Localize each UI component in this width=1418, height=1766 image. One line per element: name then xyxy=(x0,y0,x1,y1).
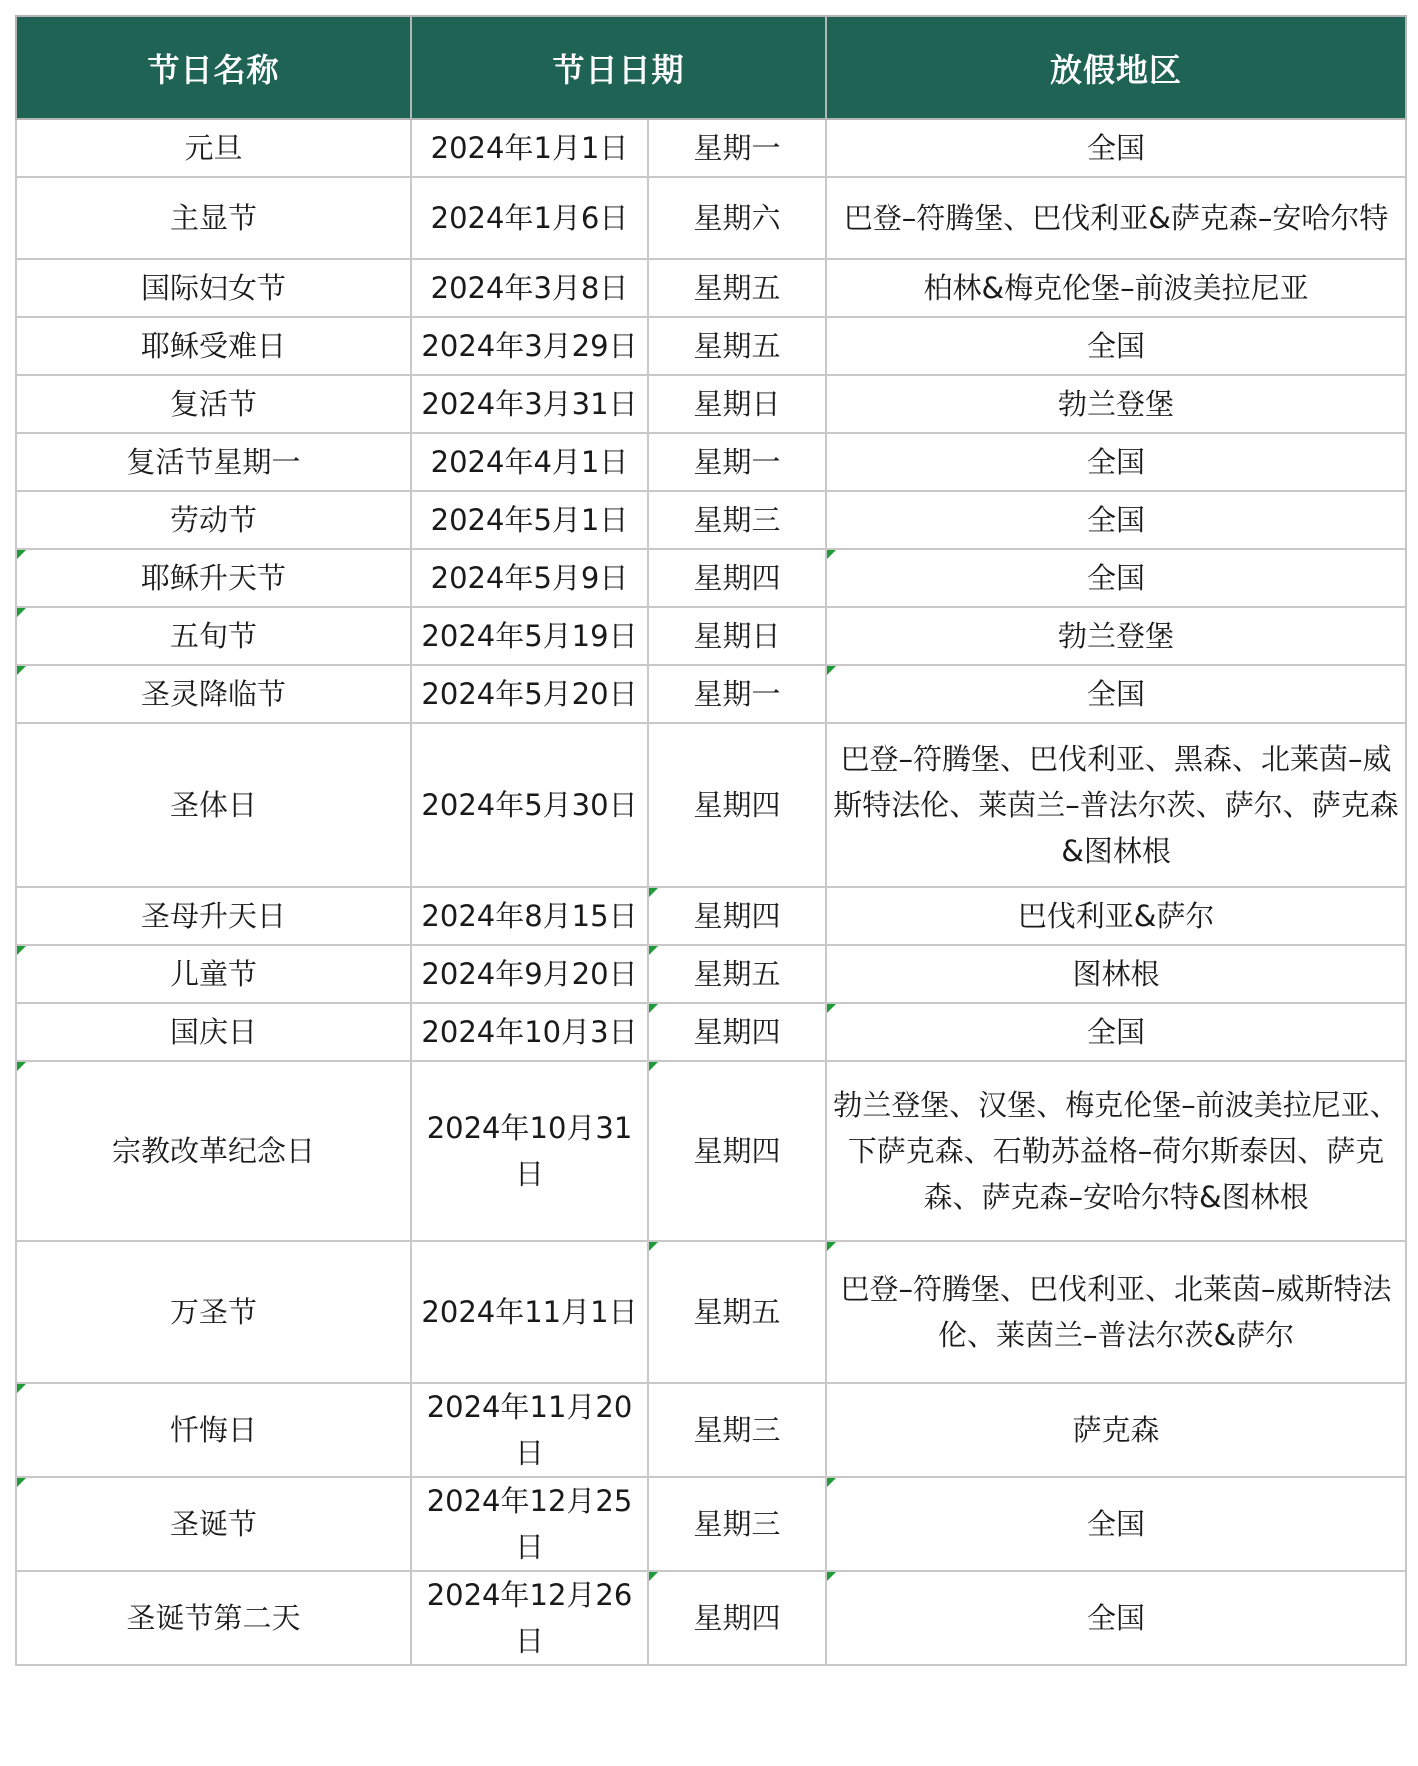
table-row xyxy=(16,887,1406,945)
holiday-weekday: 星期三 xyxy=(648,1477,826,1571)
holiday-date: 2024年12月25日 xyxy=(411,1477,648,1571)
holiday-region: 全国 xyxy=(826,433,1406,491)
holiday-region: 巴登–符腾堡、巴伐利亚&萨克森–安哈尔特 xyxy=(826,177,1406,259)
holiday-weekday: 星期六 xyxy=(648,177,826,259)
holiday-region: 勃兰登堡 xyxy=(826,375,1406,433)
holiday-weekday: 星期一 xyxy=(648,665,826,723)
holiday-date: 2024年5月30日 xyxy=(411,723,648,887)
holiday-region: 全国 xyxy=(826,119,1406,177)
holiday-date: 2024年3月8日 xyxy=(411,259,648,317)
table-row xyxy=(16,259,1406,317)
holiday-weekday: 星期日 xyxy=(648,375,826,433)
table-row xyxy=(16,1241,1406,1383)
holiday-weekday: 星期四 xyxy=(648,1061,826,1241)
table-row xyxy=(16,1003,1406,1061)
table-row xyxy=(16,607,1406,665)
holiday-region: 巴伐利亚&萨尔 xyxy=(826,887,1406,945)
table-row xyxy=(16,375,1406,433)
holiday-table xyxy=(15,15,1407,1666)
holiday-weekday: 星期五 xyxy=(648,317,826,375)
table-row xyxy=(16,1571,1406,1665)
holiday-region: 萨克森 xyxy=(826,1383,1406,1477)
holiday-date: 2024年1月1日 xyxy=(411,119,648,177)
table-row xyxy=(16,1383,1406,1477)
table-row xyxy=(16,317,1406,375)
holiday-region: 全国 xyxy=(826,665,1406,723)
holiday-name: 圣母升天日 xyxy=(16,887,411,945)
holiday-weekday: 星期五 xyxy=(648,945,826,1003)
table-row xyxy=(16,1061,1406,1241)
holiday-date: 2024年3月31日 xyxy=(411,375,648,433)
header-name: 节日名称 xyxy=(16,16,411,119)
holiday-date: 2024年11月1日 xyxy=(411,1241,648,1383)
table-row xyxy=(16,549,1406,607)
holiday-name: 五旬节 xyxy=(16,607,411,665)
holiday-weekday: 星期五 xyxy=(648,1241,826,1383)
table-row xyxy=(16,119,1406,177)
table-row xyxy=(16,491,1406,549)
holiday-region: 全国 xyxy=(826,1477,1406,1571)
holiday-name: 儿童节 xyxy=(16,945,411,1003)
holiday-region: 图林根 xyxy=(826,945,1406,1003)
holiday-name: 主显节 xyxy=(16,177,411,259)
holiday-name: 忏悔日 xyxy=(16,1383,411,1477)
holiday-date: 2024年5月19日 xyxy=(411,607,648,665)
holiday-name: 国际妇女节 xyxy=(16,259,411,317)
table-row xyxy=(16,433,1406,491)
holiday-date: 2024年4月1日 xyxy=(411,433,648,491)
holiday-name: 耶稣受难日 xyxy=(16,317,411,375)
holiday-date: 2024年5月1日 xyxy=(411,491,648,549)
holiday-name: 圣灵降临节 xyxy=(16,665,411,723)
header-region: 放假地区 xyxy=(826,16,1406,119)
header-date: 节日日期 xyxy=(411,16,826,119)
table-row xyxy=(16,945,1406,1003)
holiday-weekday: 星期四 xyxy=(648,1003,826,1061)
holiday-region: 全国 xyxy=(826,549,1406,607)
holiday-region: 全国 xyxy=(826,1571,1406,1665)
holiday-weekday: 星期三 xyxy=(648,1383,826,1477)
holiday-weekday: 星期一 xyxy=(648,433,826,491)
holiday-name: 万圣节 xyxy=(16,1241,411,1383)
holiday-weekday: 星期三 xyxy=(648,491,826,549)
holiday-region: 勃兰登堡、汉堡、梅克伦堡–前波美拉尼亚、下萨克森、石勒苏益格–荷尔斯泰因、萨克森、萨克森–安哈尔特&图林根 xyxy=(826,1061,1406,1241)
holiday-date: 2024年1月6日 xyxy=(411,177,648,259)
holiday-date: 2024年5月9日 xyxy=(411,549,648,607)
table-row xyxy=(16,1477,1406,1571)
table-row xyxy=(16,177,1406,259)
holiday-region: 勃兰登堡 xyxy=(826,607,1406,665)
holiday-date: 2024年5月20日 xyxy=(411,665,648,723)
holiday-region: 全国 xyxy=(826,1003,1406,1061)
header-row xyxy=(16,16,1406,119)
holiday-weekday: 星期四 xyxy=(648,723,826,887)
holiday-weekday: 星期四 xyxy=(648,549,826,607)
holiday-name: 国庆日 xyxy=(16,1003,411,1061)
holiday-date: 2024年11月20日 xyxy=(411,1383,648,1477)
holiday-date: 2024年12月26日 xyxy=(411,1571,648,1665)
holiday-weekday: 星期五 xyxy=(648,259,826,317)
holiday-date: 2024年10月31日 xyxy=(411,1061,648,1241)
holiday-name: 宗教改革纪念日 xyxy=(16,1061,411,1241)
holiday-date: 2024年10月3日 xyxy=(411,1003,648,1061)
holiday-name: 圣体日 xyxy=(16,723,411,887)
holiday-name: 圣诞节第二天 xyxy=(16,1571,411,1665)
holiday-name: 复活节 xyxy=(16,375,411,433)
holiday-date: 2024年9月20日 xyxy=(411,945,648,1003)
holiday-weekday: 星期日 xyxy=(648,607,826,665)
holiday-name: 元旦 xyxy=(16,119,411,177)
holiday-date: 2024年8月15日 xyxy=(411,887,648,945)
holiday-weekday: 星期一 xyxy=(648,119,826,177)
holiday-weekday: 星期四 xyxy=(648,1571,826,1665)
holiday-region: 全国 xyxy=(826,491,1406,549)
holiday-date: 2024年3月29日 xyxy=(411,317,648,375)
holiday-region: 全国 xyxy=(826,317,1406,375)
holiday-name: 劳动节 xyxy=(16,491,411,549)
holiday-region: 柏林&梅克伦堡–前波美拉尼亚 xyxy=(826,259,1406,317)
table-row xyxy=(16,665,1406,723)
table-row xyxy=(16,723,1406,887)
holiday-weekday: 星期四 xyxy=(648,887,826,945)
holiday-name: 复活节星期一 xyxy=(16,433,411,491)
holiday-region: 巴登–符腾堡、巴伐利亚、北莱茵–威斯特法伦、莱茵兰–普法尔茨&萨尔 xyxy=(826,1241,1406,1383)
holiday-name: 圣诞节 xyxy=(16,1477,411,1571)
holiday-region: 巴登–符腾堡、巴伐利亚、黑森、北莱茵–威斯特法伦、莱茵兰–普法尔茨、萨尔、萨克森&图林根 xyxy=(826,723,1406,887)
holiday-name: 耶稣升天节 xyxy=(16,549,411,607)
